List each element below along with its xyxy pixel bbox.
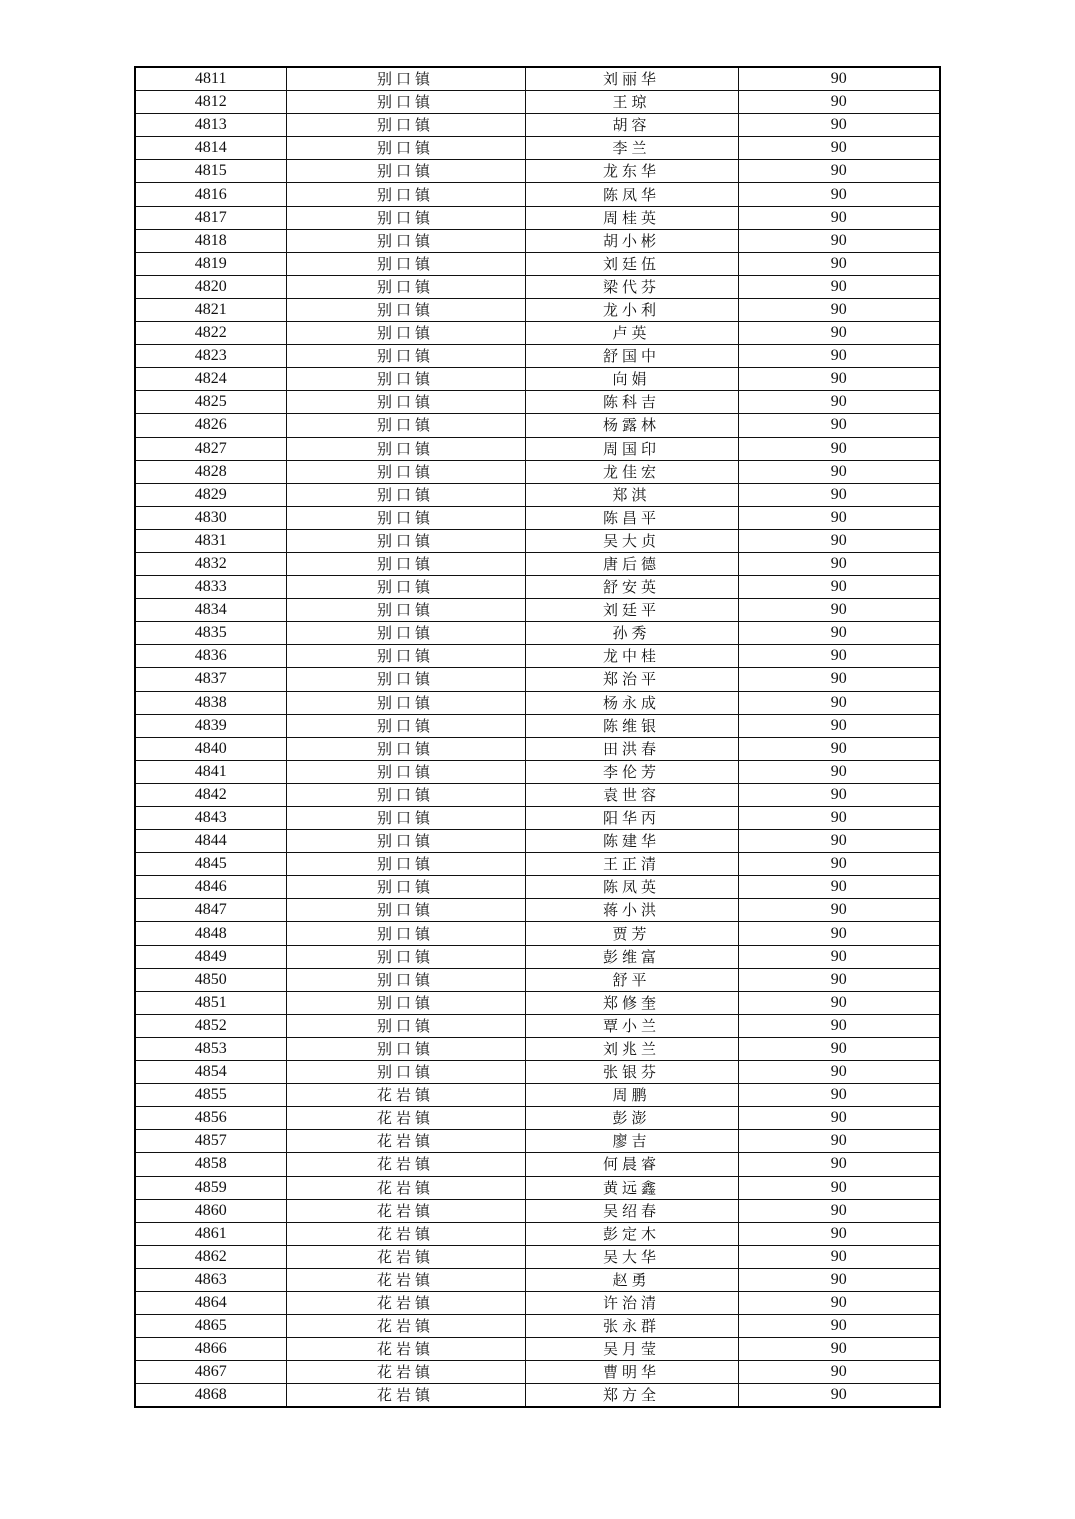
row-name: 刘廷平 [525, 599, 738, 622]
row-name: 吴大华 [525, 1245, 738, 1268]
table-row [135, 760, 940, 783]
table-row [135, 229, 940, 252]
table-row [135, 437, 940, 460]
row-id: 4849 [135, 945, 286, 968]
row-amount: 90 [738, 876, 940, 899]
table-row [135, 830, 940, 853]
table-row [135, 1130, 940, 1153]
row-name: 舒平 [525, 968, 738, 991]
table-row [135, 1268, 940, 1291]
table-row [135, 1245, 940, 1268]
row-name: 张永群 [525, 1315, 738, 1338]
table-row [135, 876, 940, 899]
row-id: 4813 [135, 114, 286, 137]
row-id: 4827 [135, 437, 286, 460]
row-amount: 90 [738, 391, 940, 414]
row-amount: 90 [738, 437, 940, 460]
row-amount: 90 [738, 968, 940, 991]
row-id: 4852 [135, 1014, 286, 1037]
row-town: 别口镇 [286, 437, 525, 460]
table-row [135, 1061, 940, 1084]
row-name: 袁世容 [525, 783, 738, 806]
table-row [135, 576, 940, 599]
row-town: 别口镇 [286, 552, 525, 575]
row-id: 4843 [135, 807, 286, 830]
row-name: 吴绍春 [525, 1199, 738, 1222]
table-row [135, 298, 940, 321]
row-id: 4856 [135, 1107, 286, 1130]
row-name: 彭定木 [525, 1222, 738, 1245]
row-id: 4822 [135, 322, 286, 345]
row-id: 4863 [135, 1268, 286, 1291]
row-name: 杨露林 [525, 414, 738, 437]
row-name: 吴大贞 [525, 529, 738, 552]
row-name: 周桂英 [525, 206, 738, 229]
row-name: 贾芳 [525, 922, 738, 945]
row-id: 4839 [135, 714, 286, 737]
table-row [135, 807, 940, 830]
row-name: 彭维富 [525, 945, 738, 968]
row-amount: 90 [738, 576, 940, 599]
row-name: 赵勇 [525, 1268, 738, 1291]
row-id: 4866 [135, 1338, 286, 1361]
table-row [135, 1338, 940, 1361]
row-id: 4811 [135, 67, 286, 91]
row-id: 4835 [135, 622, 286, 645]
row-town: 别口镇 [286, 460, 525, 483]
table-row [135, 1361, 940, 1384]
table-body [135, 67, 940, 1407]
row-amount: 90 [738, 1199, 940, 1222]
table-row [135, 622, 940, 645]
table-row [135, 899, 940, 922]
row-town: 别口镇 [286, 783, 525, 806]
row-town: 花岩镇 [286, 1153, 525, 1176]
row-amount: 90 [738, 645, 940, 668]
row-id: 4830 [135, 506, 286, 529]
row-id: 4831 [135, 529, 286, 552]
row-amount: 90 [738, 1130, 940, 1153]
row-name: 郑修奎 [525, 991, 738, 1014]
table-row [135, 91, 940, 114]
table-row [135, 160, 940, 183]
row-town: 别口镇 [286, 275, 525, 298]
row-town: 别口镇 [286, 206, 525, 229]
row-town: 花岩镇 [286, 1199, 525, 1222]
table-row [135, 322, 940, 345]
row-town: 花岩镇 [286, 1291, 525, 1314]
row-town: 别口镇 [286, 853, 525, 876]
row-id: 4860 [135, 1199, 286, 1222]
row-id: 4855 [135, 1084, 286, 1107]
row-town: 别口镇 [286, 67, 525, 91]
row-town: 别口镇 [286, 991, 525, 1014]
row-id: 4820 [135, 275, 286, 298]
table-row [135, 345, 940, 368]
row-town: 花岩镇 [286, 1107, 525, 1130]
row-town: 别口镇 [286, 414, 525, 437]
row-amount: 90 [738, 622, 940, 645]
row-town: 别口镇 [286, 160, 525, 183]
row-name: 龙佳宏 [525, 460, 738, 483]
row-name: 王正清 [525, 853, 738, 876]
row-amount: 90 [738, 691, 940, 714]
row-amount: 90 [738, 183, 940, 206]
row-name: 向娟 [525, 368, 738, 391]
row-amount: 90 [738, 830, 940, 853]
table-row [135, 968, 940, 991]
row-name: 吴月莹 [525, 1338, 738, 1361]
table-row [135, 691, 940, 714]
row-name: 龙东华 [525, 160, 738, 183]
row-id: 4837 [135, 668, 286, 691]
row-name: 杨永成 [525, 691, 738, 714]
row-amount: 90 [738, 1245, 940, 1268]
table-row [135, 922, 940, 945]
table-row [135, 668, 940, 691]
table-row [135, 645, 940, 668]
row-amount: 90 [738, 506, 940, 529]
row-town: 花岩镇 [286, 1176, 525, 1199]
table-row [135, 414, 940, 437]
row-amount: 90 [738, 1014, 940, 1037]
row-town: 别口镇 [286, 760, 525, 783]
row-amount: 90 [738, 1153, 940, 1176]
row-town: 别口镇 [286, 483, 525, 506]
row-id: 4826 [135, 414, 286, 437]
row-town: 别口镇 [286, 922, 525, 945]
row-amount: 90 [738, 137, 940, 160]
table-row [135, 1037, 940, 1060]
row-id: 4818 [135, 229, 286, 252]
row-town: 别口镇 [286, 830, 525, 853]
table-row [135, 1014, 940, 1037]
row-amount: 90 [738, 599, 940, 622]
row-town: 别口镇 [286, 899, 525, 922]
row-id: 4825 [135, 391, 286, 414]
row-id: 4859 [135, 1176, 286, 1199]
row-town: 别口镇 [286, 576, 525, 599]
row-amount: 90 [738, 737, 940, 760]
table-row [135, 460, 940, 483]
table-row [135, 114, 940, 137]
row-id: 4838 [135, 691, 286, 714]
row-id: 4861 [135, 1222, 286, 1245]
row-amount: 90 [738, 807, 940, 830]
row-id: 4868 [135, 1384, 286, 1408]
row-id: 4858 [135, 1153, 286, 1176]
row-id: 4844 [135, 830, 286, 853]
row-id: 4812 [135, 91, 286, 114]
row-town: 花岩镇 [286, 1315, 525, 1338]
row-name: 陈建华 [525, 830, 738, 853]
table-row [135, 1084, 940, 1107]
row-town: 别口镇 [286, 599, 525, 622]
row-amount: 90 [738, 67, 940, 91]
row-id: 4841 [135, 760, 286, 783]
row-name: 李兰 [525, 137, 738, 160]
row-amount: 90 [738, 899, 940, 922]
row-id: 4816 [135, 183, 286, 206]
row-amount: 90 [738, 714, 940, 737]
row-town: 别口镇 [286, 968, 525, 991]
row-name: 覃小兰 [525, 1014, 738, 1037]
row-name: 周国印 [525, 437, 738, 460]
row-id: 4823 [135, 345, 286, 368]
row-town: 花岩镇 [286, 1268, 525, 1291]
row-id: 4832 [135, 552, 286, 575]
row-name: 孙秀 [525, 622, 738, 645]
row-town: 花岩镇 [286, 1084, 525, 1107]
row-id: 4817 [135, 206, 286, 229]
row-town: 花岩镇 [286, 1245, 525, 1268]
row-id: 4867 [135, 1361, 286, 1384]
row-name: 郑治平 [525, 668, 738, 691]
row-town: 别口镇 [286, 322, 525, 345]
row-amount: 90 [738, 1084, 940, 1107]
row-id: 4854 [135, 1061, 286, 1084]
row-amount: 90 [738, 1384, 940, 1408]
row-name: 田洪春 [525, 737, 738, 760]
row-amount: 90 [738, 922, 940, 945]
row-name: 黄远鑫 [525, 1176, 738, 1199]
row-amount: 90 [738, 1061, 940, 1084]
row-town: 别口镇 [286, 691, 525, 714]
row-amount: 90 [738, 91, 940, 114]
row-amount: 90 [738, 1361, 940, 1384]
table-row [135, 391, 940, 414]
table-row [135, 945, 940, 968]
table-row [135, 714, 940, 737]
row-name: 郑淇 [525, 483, 738, 506]
row-name: 卢英 [525, 322, 738, 345]
table-row [135, 1199, 940, 1222]
row-name: 胡小彬 [525, 229, 738, 252]
row-amount: 90 [738, 1315, 940, 1338]
table-row [135, 1384, 940, 1408]
row-amount: 90 [738, 1222, 940, 1245]
row-name: 何晨睿 [525, 1153, 738, 1176]
row-amount: 90 [738, 206, 940, 229]
row-name: 陈维银 [525, 714, 738, 737]
row-name: 刘廷伍 [525, 252, 738, 275]
row-name: 廖吉 [525, 1130, 738, 1153]
row-amount: 90 [738, 1037, 940, 1060]
table-row [135, 599, 940, 622]
row-amount: 90 [738, 114, 940, 137]
table-row [135, 483, 940, 506]
table-row [135, 1291, 940, 1314]
row-town: 花岩镇 [286, 1130, 525, 1153]
row-town: 别口镇 [286, 876, 525, 899]
row-amount: 90 [738, 252, 940, 275]
row-id: 4850 [135, 968, 286, 991]
row-town: 别口镇 [286, 91, 525, 114]
table-row [135, 137, 940, 160]
row-id: 4840 [135, 737, 286, 760]
row-id: 4851 [135, 991, 286, 1014]
table-row [135, 1176, 940, 1199]
table-row [135, 991, 940, 1014]
table-row [135, 1222, 940, 1245]
row-id: 4842 [135, 783, 286, 806]
row-name: 陈凤英 [525, 876, 738, 899]
row-name: 李伦芳 [525, 760, 738, 783]
table-row [135, 67, 940, 91]
row-town: 别口镇 [286, 114, 525, 137]
row-id: 4847 [135, 899, 286, 922]
row-name: 张银芬 [525, 1061, 738, 1084]
row-amount: 90 [738, 322, 940, 345]
row-amount: 90 [738, 229, 940, 252]
row-name: 龙中桂 [525, 645, 738, 668]
row-amount: 90 [738, 1338, 940, 1361]
row-town: 别口镇 [286, 945, 525, 968]
row-amount: 90 [738, 275, 940, 298]
row-name: 舒安英 [525, 576, 738, 599]
row-id: 4834 [135, 599, 286, 622]
row-town: 别口镇 [286, 137, 525, 160]
row-amount: 90 [738, 991, 940, 1014]
table-row [135, 1107, 940, 1130]
row-amount: 90 [738, 345, 940, 368]
row-id: 4865 [135, 1315, 286, 1338]
row-town: 别口镇 [286, 529, 525, 552]
row-amount: 90 [738, 368, 940, 391]
row-name: 陈凤华 [525, 183, 738, 206]
data-table [134, 66, 941, 1408]
table-row [135, 183, 940, 206]
row-name: 蒋小洪 [525, 899, 738, 922]
row-amount: 90 [738, 1291, 940, 1314]
row-amount: 90 [738, 1107, 940, 1130]
row-name: 阳华丙 [525, 807, 738, 830]
row-id: 4814 [135, 137, 286, 160]
row-town: 花岩镇 [286, 1338, 525, 1361]
row-amount: 90 [738, 298, 940, 321]
row-amount: 90 [738, 668, 940, 691]
row-town: 别口镇 [286, 1014, 525, 1037]
row-id: 4848 [135, 922, 286, 945]
row-id: 4824 [135, 368, 286, 391]
row-name: 曹明华 [525, 1361, 738, 1384]
row-id: 4833 [135, 576, 286, 599]
row-town: 别口镇 [286, 391, 525, 414]
row-name: 龙小利 [525, 298, 738, 321]
table-row [135, 1153, 940, 1176]
table-row [135, 275, 940, 298]
row-name: 王琼 [525, 91, 738, 114]
row-name: 彭澎 [525, 1107, 738, 1130]
row-name: 胡容 [525, 114, 738, 137]
row-amount: 90 [738, 552, 940, 575]
row-amount: 90 [738, 760, 940, 783]
row-amount: 90 [738, 1176, 940, 1199]
row-amount: 90 [738, 853, 940, 876]
row-id: 4829 [135, 483, 286, 506]
row-amount: 90 [738, 783, 940, 806]
table-row [135, 252, 940, 275]
row-name: 梁代芬 [525, 275, 738, 298]
table-row [135, 506, 940, 529]
row-name: 周鹏 [525, 1084, 738, 1107]
row-amount: 90 [738, 160, 940, 183]
table-row [135, 783, 940, 806]
row-amount: 90 [738, 483, 940, 506]
table-row [135, 1315, 940, 1338]
row-id: 4845 [135, 853, 286, 876]
row-town: 别口镇 [286, 298, 525, 321]
row-town: 别口镇 [286, 668, 525, 691]
row-id: 4862 [135, 1245, 286, 1268]
table-row [135, 853, 940, 876]
row-town: 别口镇 [286, 1061, 525, 1084]
row-name: 刘丽华 [525, 67, 738, 91]
row-town: 别口镇 [286, 645, 525, 668]
row-town: 花岩镇 [286, 1222, 525, 1245]
row-id: 4828 [135, 460, 286, 483]
row-name: 郑方全 [525, 1384, 738, 1408]
row-town: 别口镇 [286, 183, 525, 206]
row-id: 4821 [135, 298, 286, 321]
row-town: 别口镇 [286, 622, 525, 645]
row-town: 别口镇 [286, 1037, 525, 1060]
table-row [135, 206, 940, 229]
row-town: 别口镇 [286, 345, 525, 368]
row-id: 4815 [135, 160, 286, 183]
row-name: 刘兆兰 [525, 1037, 738, 1060]
row-id: 4853 [135, 1037, 286, 1060]
row-town: 别口镇 [286, 229, 525, 252]
row-town: 花岩镇 [286, 1384, 525, 1408]
row-amount: 90 [738, 460, 940, 483]
row-amount: 90 [738, 945, 940, 968]
row-id: 4846 [135, 876, 286, 899]
row-name: 陈科吉 [525, 391, 738, 414]
row-amount: 90 [738, 1268, 940, 1291]
row-town: 别口镇 [286, 714, 525, 737]
table-row [135, 552, 940, 575]
row-name: 唐后德 [525, 552, 738, 575]
row-id: 4836 [135, 645, 286, 668]
row-amount: 90 [738, 529, 940, 552]
row-town: 别口镇 [286, 737, 525, 760]
row-name: 许治清 [525, 1291, 738, 1314]
row-name: 陈昌平 [525, 506, 738, 529]
row-town: 别口镇 [286, 368, 525, 391]
row-town: 别口镇 [286, 252, 525, 275]
table-row [135, 368, 940, 391]
row-town: 别口镇 [286, 506, 525, 529]
row-name: 舒国中 [525, 345, 738, 368]
table-row [135, 529, 940, 552]
row-id: 4857 [135, 1130, 286, 1153]
row-town: 别口镇 [286, 807, 525, 830]
row-id: 4819 [135, 252, 286, 275]
table-row [135, 737, 940, 760]
row-amount: 90 [738, 414, 940, 437]
row-id: 4864 [135, 1291, 286, 1314]
row-town: 花岩镇 [286, 1361, 525, 1384]
